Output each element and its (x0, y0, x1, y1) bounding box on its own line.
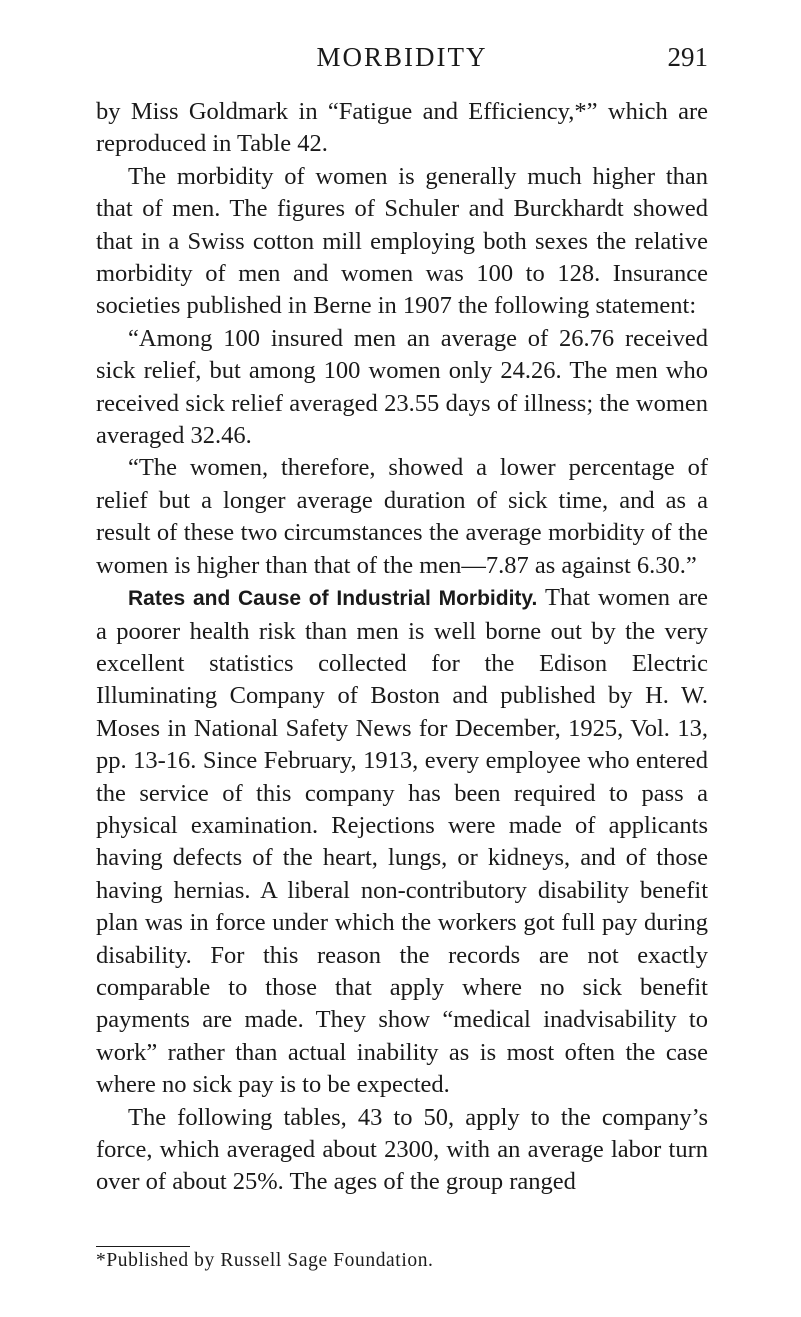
section-text: That women are a poorer health risk than men is well borne out by the very excellent statistics collected for the Edison Electric Illuminating Company of Boston and published by H. W. Moses in National Safety News for December, 1925, Vol. 13, pp. 13-16. Since February, 1913, every employee who entered the service of this company has been required to pass a physical examination. Rejections were made of applicants having defects of the heart, lungs, or kidneys, and of those having hernias. A liberal non-contributory disability benefit plan was in force under which the workers got full pay during disability. For this reason the records are not exactly comparable to those that apply where no sick benefit payments are made. They show “medical inadvisability to work” rather than actual inability as is most often the case where no sick pay is to be expected. (96, 584, 708, 1099)
paragraph: The following tables, 43 to 50, apply to the company’s force, which averaged about 2300, with an average labor turn over of about 25%. The ages of the group ranged (96, 1103, 708, 1196)
paragraph: The morbidity of women is generally much higher than that of men. The figures of Schuler and Burckhardt showed that in a Swiss cotton mill employing both sexes the relative morbidity of men and women was 100 to 128. Insurance societies published in Berne in 1907 the following statement: (96, 162, 708, 320)
running-head (96, 42, 708, 82)
page-number: 291 (667, 42, 708, 72)
footnote-rule (96, 1246, 190, 1247)
section-heading: Rates and Cause of Industrial Morbidity. (128, 587, 538, 611)
paragraph: by Miss Goldmark in “Fatigue and Efficiency,*” which are reproduced in Table 42. (96, 98, 708, 158)
footnote: *Published by Russell Sage Foundation. (96, 1250, 434, 1271)
running-title: MORBIDITY (316, 42, 488, 72)
quotation-paragraph: “Among 100 insured men an average of 26.76 received sick relief, but among 100 women only 24.26. The men who received sick relief averaged 23.55 days of illness; the women averaged 32.46. (96, 324, 708, 450)
section-paragraph (96, 582, 708, 1102)
quotation-paragraph: “The women, therefore, showed a lower percentage of relief but a longer average duration of sick time, and as a result of these two circumstances the average morbidity of the women is higher than that of the men—7.87 as against 6.30.” (96, 454, 708, 579)
body-text (96, 96, 708, 1199)
